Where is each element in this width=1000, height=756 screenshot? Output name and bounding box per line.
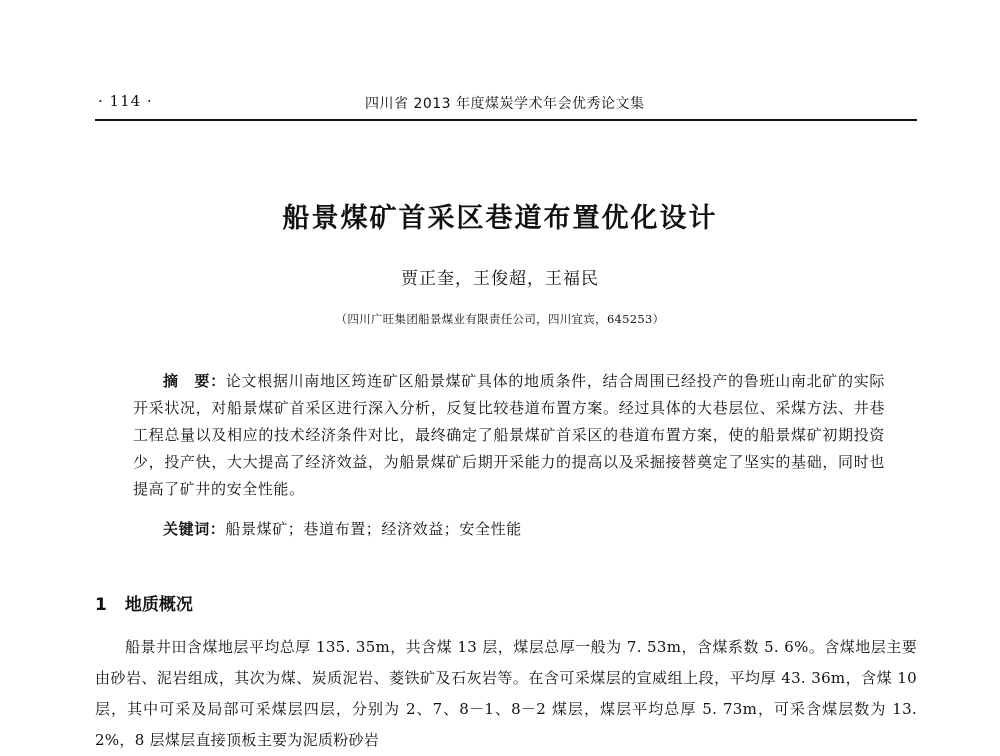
section-heading (95, 590, 193, 615)
paper-authors: 贾正奎，王俊超，王福民 (401, 269, 599, 289)
section-title: 地质概况 (124, 595, 193, 615)
body-paragraph: 船景井田含煤地层平均总厚 135. 35m，共含煤 13 层，煤层总厚一般为 7. 53m，含煤系数 5. 6%。含煤地层主要由砂岩、泥岩组成，其次为煤、炭质泥岩、菱铁矿及石灰岩等。在含可采煤层的宣威组上段，平均厚 43. 36m，含煤 10 层，其中可采及局部可采煤层四层，分别为 2、7、8－1、8－2 煤层，煤层平均总厚 5. 73m，可采含煤层数为 13. 2%，8 层煤层直接顶板主要为泥质粉砂岩 (95, 638, 917, 749)
paper-title: 船景煤矿首采区巷道布置优化设计 (282, 203, 718, 234)
running-header: 四川省 2013 年度煤炭学术年会优秀论文集 (365, 96, 645, 112)
keywords-label: 关键词： (163, 520, 226, 538)
page-number: · 114 · (98, 92, 153, 110)
paper-affiliation: （四川广旺集团船景煤业有限责任公司，四川宜宾，645253） (335, 312, 665, 326)
header-divider (95, 119, 917, 121)
keywords (163, 518, 522, 539)
abstract (133, 368, 885, 503)
keywords-text: 船景煤矿；巷道布置；经济效益；安全性能 (225, 520, 522, 538)
abstract-label: 摘 要： (163, 372, 226, 390)
abstract-text: 论文根据川南地区筠连矿区船景煤矿具体的地质条件，结合周围已经投产的鲁班山南北矿的实际开采状况，对船景煤矿首采区进行深入分析，反复比较巷道布置方案。经过具体的大巷层位、采煤方法、井巷工程总量以及相应的技术经济条件对比，最终确定了船景煤矿首采区的巷道布置方案，使的船景煤矿初期投资少，投产快，大大提高了经济效益，为船景煤矿后期开采能力的提高以及采掘接替奠定了坚实的基础，同时也提高了矿井的安全性能。 (133, 372, 885, 498)
section-number: 1 (95, 595, 107, 615)
